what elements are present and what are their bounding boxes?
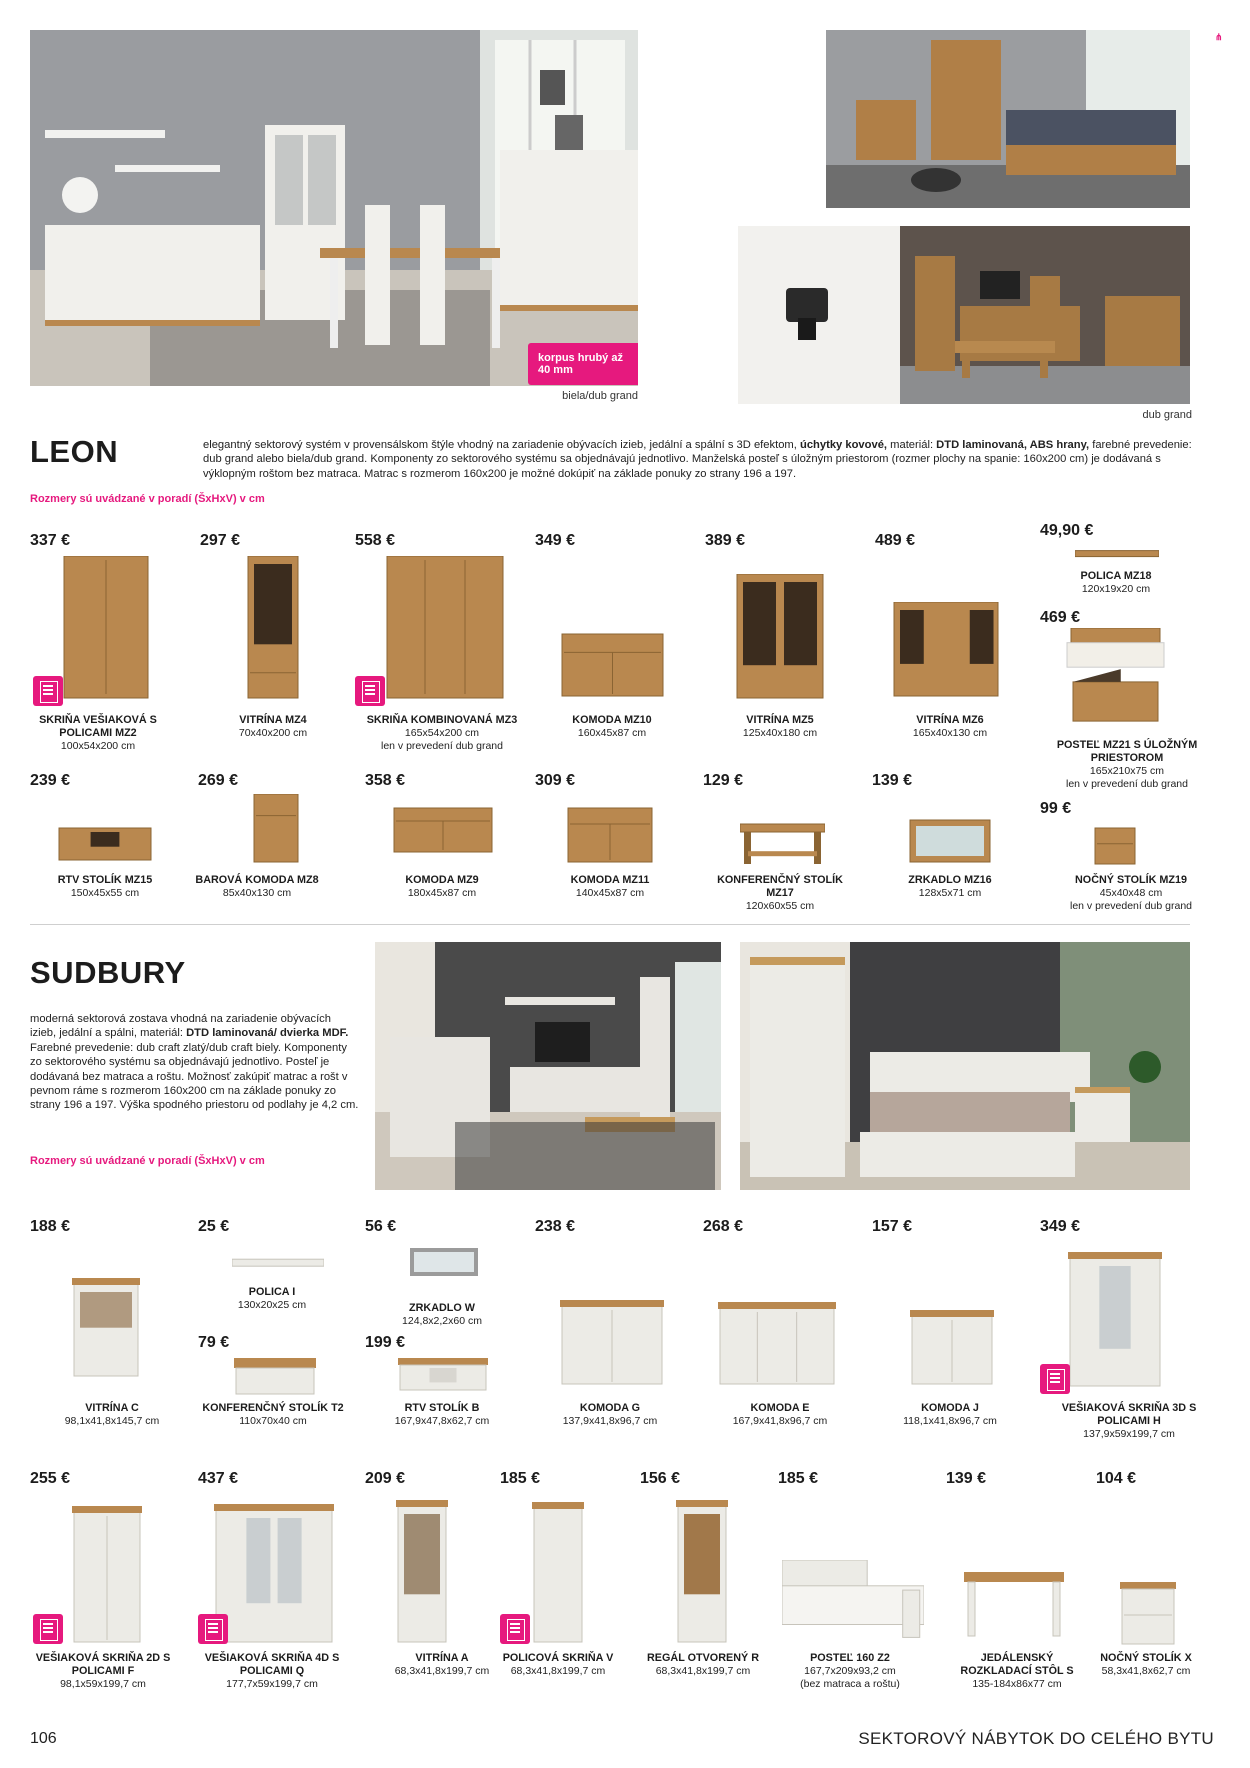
product-image [398, 1358, 488, 1394]
leon-oak-caption: dub grand [1142, 409, 1192, 421]
wardrobe-interior-icon [355, 676, 385, 706]
product-info [195, 874, 318, 900]
product-dimensions: 70x40x200 cm [238, 727, 308, 739]
product-price: 269 € [198, 772, 239, 789]
sudbury-description: moderná sektorová zostava vhodná na zariadenie obývacích izieb, jedální a spálni, materiál: DTD laminovaná/ dvierka MDF. Farebné prevedenie: dub craft zlatý/dub craft biely. Komponenty zo sektorového systému sa objednávajú jednotlivo. Posteľ je dodávaná bez matraca a roštu. Možnosť zakúpiť matrac a rošt v pevnom ráme s rozmerom 160x200 cm na základe ponuky zo strany 196 a 197. Výška spodného priestoru od podlahy je 4,2 cm. [30, 1013, 359, 1112]
product-image [740, 820, 825, 868]
product-info [960, 1652, 1073, 1691]
product-info [1100, 1652, 1192, 1678]
product-image [252, 794, 300, 866]
product-image [1063, 628, 1168, 726]
product-dimensions: 150x45x55 cm [70, 887, 140, 899]
product-name: KOMODA MZ11 [570, 874, 650, 886]
product-name: KOMODA G [579, 1402, 641, 1414]
product-image [57, 822, 153, 864]
product-name-line2: POLICAMI F [71, 1665, 135, 1677]
brand-mark-icon: ⋔ [1215, 32, 1223, 42]
leon-title: LEON [30, 434, 119, 469]
product-price: 129 € [703, 772, 744, 789]
product-info [405, 874, 478, 900]
product-image [72, 1506, 142, 1646]
product-info [1057, 739, 1197, 791]
product-info [36, 1652, 171, 1691]
product-info [239, 714, 307, 740]
product-dimensions: 135-184x86x77 cm [972, 1678, 1062, 1690]
product-price: 255 € [30, 1470, 71, 1487]
product-name: RTV STOLÍK MZ15 [57, 874, 153, 886]
product-info [1070, 874, 1192, 913]
wardrobe-interior-icon [1040, 1364, 1070, 1394]
product-image [718, 1302, 836, 1388]
product-price: 239 € [30, 772, 71, 789]
product-info [647, 1652, 759, 1678]
product-image [1068, 1252, 1162, 1390]
product-image [532, 1502, 584, 1646]
product-info [908, 874, 991, 900]
product-image [560, 1300, 664, 1388]
product-image [385, 556, 505, 702]
product-image [234, 1358, 316, 1398]
product-dimensions: 120x60x55 cm [745, 900, 815, 912]
product-info [717, 874, 843, 913]
product-price: 104 € [1096, 1470, 1137, 1487]
product-name: VITRÍNA A [415, 1652, 469, 1664]
product-name: KOMODA E [750, 1402, 810, 1414]
product-name-line2: POLICAMI H [1097, 1415, 1161, 1427]
product-name: POLICA I [248, 1286, 296, 1298]
product-price: 389 € [705, 532, 746, 549]
product-dimensions: 110x70x40 cm [239, 1415, 307, 1427]
product-price: 49,90 € [1040, 522, 1094, 539]
product-note: (bez matraca a roštu) [800, 1678, 900, 1690]
sudbury-living-photo [375, 942, 721, 1190]
product-price: 489 € [875, 532, 916, 549]
product-dimensions: 98,1x41,8x145,7 cm [64, 1415, 160, 1427]
product-dimensions: 98,1x59x199,7 cm [60, 1678, 146, 1690]
product-info [202, 1402, 343, 1428]
sudbury-dims-note: Rozmery sú uvádzané v poradí (ŠxHxV) v cm [30, 1155, 265, 1167]
product-dimensions: 124,8x2,2x60 cm [402, 1315, 482, 1327]
product-image [246, 556, 300, 702]
product-name: VEŠIAKOVÁ SKRIŇA 4D S [204, 1652, 340, 1664]
product-dimensions: 165x54x200 cm [404, 727, 480, 739]
product-price: 337 € [30, 532, 71, 549]
product-dimensions: 128x5x71 cm [918, 887, 982, 899]
product-price: 238 € [535, 1218, 576, 1235]
product-info [205, 1652, 340, 1691]
leon-bedroom-photo [826, 30, 1190, 208]
product-info [395, 1402, 490, 1428]
product-name: NOČNÝ STOLÍK X [1100, 1652, 1192, 1664]
product-dimensions: 165x210x75 cm [1089, 765, 1165, 777]
product-image [676, 1500, 728, 1646]
product-price: 209 € [365, 1470, 406, 1487]
product-name: KOMODA MZ10 [572, 714, 652, 726]
product-dimensions: 68,3x41,8x199,7 cm [510, 1665, 606, 1677]
product-name: ZRKADLO MZ16 [908, 874, 992, 886]
product-price: 199 € [365, 1334, 406, 1351]
product-image [910, 1310, 994, 1388]
product-dimensions: 140x45x87 cm [575, 887, 645, 899]
product-image [392, 806, 494, 856]
product-info [572, 714, 651, 740]
product-info [65, 1402, 160, 1428]
product-image [1075, 547, 1159, 559]
product-name: KONFERENČNÝ STOLÍK T2 [202, 1402, 344, 1414]
product-image [396, 1500, 448, 1646]
product-info [903, 1402, 997, 1428]
product-name: POLICA MZ18 [1080, 570, 1152, 582]
product-dimensions: 130x20x25 cm [237, 1299, 307, 1311]
product-price: 349 € [1040, 1218, 1081, 1235]
product-price: 437 € [198, 1470, 239, 1487]
product-price: 185 € [500, 1470, 541, 1487]
product-info [571, 874, 650, 900]
product-info [800, 1652, 900, 1691]
product-name: POSTEĽ MZ21 S ÚLOŽNÝM [1056, 739, 1198, 751]
product-image [560, 632, 665, 700]
product-image [1120, 1582, 1176, 1648]
sudbury-bedroom-photo [740, 942, 1190, 1190]
product-price: 156 € [640, 1470, 681, 1487]
product-image [62, 556, 150, 702]
product-dimensions: 180x45x87 cm [407, 887, 477, 899]
product-image [408, 1246, 480, 1278]
product-name-line2: POLICAMI Q [239, 1665, 305, 1677]
leon-handle-photo [738, 226, 900, 404]
product-name: VEŠIAKOVÁ SKRIŇA 2D S [35, 1652, 171, 1664]
product-price: 297 € [200, 532, 241, 549]
product-dimensions: 68,3x41,8x199,7 cm [655, 1665, 751, 1677]
product-price: 188 € [30, 1218, 71, 1235]
product-price: 309 € [535, 772, 576, 789]
product-name: VEŠIAKOVÁ SKRIŇA 3D S [1061, 1402, 1197, 1414]
product-dimensions: 58,3x41,8x62,7 cm [1101, 1665, 1191, 1677]
product-name: ZRKADLO W [409, 1302, 475, 1314]
product-dimensions: 177,7x59x199,7 cm [226, 1678, 318, 1690]
product-price: 558 € [355, 532, 396, 549]
product-dimensions: 167,9x47,8x62,7 cm [394, 1415, 490, 1427]
product-image [72, 1278, 140, 1380]
leon-description: elegantný sektorový systém v provensálskom štýle vhodný na zariadenie obývacích izieb, jedální a spální s 3D efektom, úchytky kovové, materiál: DTD laminovaná, ABS hrany, farebné prevedenie: dub grand alebo biela/dub grand. Komponenty zo sektorového systému sa objednávajú jednotlivo. Manželská posteľ s úložným priestorom (rozmer plochy na spanie: 160x200 cm) je dodávaná s výklopným roštom bez matraca. Matrac s rozmerom 160x200 je možné dokúpiť na základe ponuky zo strany 196 a 197. [203, 439, 1192, 480]
product-dimensions: 68,3x41,8x199,7 cm [394, 1665, 490, 1677]
product-name: RTV STOLÍK B [404, 1402, 480, 1414]
product-dimensions: 137,9x41,8x96,7 cm [562, 1415, 658, 1427]
product-dimensions: 165x40x130 cm [912, 727, 988, 739]
product-name: VITRÍNA MZ5 [746, 714, 814, 726]
product-dimensions: 125x40x180 cm [742, 727, 818, 739]
product-image [232, 1255, 324, 1269]
product-image [735, 574, 825, 702]
product-name-line2: ROZKLADACÍ STÔL S [960, 1665, 1074, 1677]
product-price: 25 € [198, 1218, 230, 1235]
product-name: BAROVÁ KOMODA MZ8 [195, 874, 319, 886]
product-price: 185 € [778, 1470, 819, 1487]
product-name: VITRÍNA MZ4 [239, 714, 307, 726]
product-info [913, 714, 987, 740]
leon-thickness-tag: korpus hrubý až 40 mm [528, 343, 638, 385]
product-info [58, 874, 153, 900]
product-image [214, 1504, 334, 1646]
product-image [964, 1572, 1064, 1638]
product-name: VITRÍNA MZ6 [916, 714, 984, 726]
product-note: len v prevedení dub grand [380, 740, 503, 752]
product-dimensions: 100x54x200 cm [60, 740, 136, 752]
product-dimensions: 85x40x130 cm [222, 887, 292, 899]
product-info [367, 714, 518, 753]
product-note: len v prevedení dub grand [1069, 900, 1193, 912]
product-name: REGÁL OTVORENÝ R [647, 1652, 759, 1664]
leon-living-photo [900, 226, 1190, 404]
section-title: SEKTOROVÝ NÁBYTOK DO CELÉHO BYTU [858, 1729, 1214, 1748]
product-price: 139 € [946, 1470, 987, 1487]
leon-white-caption: biela/dub grand [562, 390, 638, 402]
wardrobe-interior-icon [500, 1614, 530, 1644]
product-name: NOČNÝ STOLÍK MZ19 [1075, 874, 1187, 886]
product-price: 56 € [365, 1218, 397, 1235]
product-name-line2: POLICAMI MZ2 [59, 727, 137, 739]
product-dimensions: 45x40x48 cm [1099, 887, 1163, 899]
product-dimensions: 167,7x209x93,2 cm [804, 1665, 896, 1677]
product-name: KOMODA MZ9 [405, 874, 479, 886]
product-image [1093, 824, 1137, 868]
product-price: 139 € [872, 772, 913, 789]
product-name-line2: MZ17 [766, 887, 794, 899]
product-info [238, 1286, 306, 1312]
product-price: 358 € [365, 772, 406, 789]
sudbury-title: SUDBURY [30, 955, 186, 990]
product-image [782, 1560, 924, 1646]
product-price: 79 € [198, 1334, 230, 1351]
product-name: SKRIŇA KOMBINOVANÁ MZ3 [366, 714, 518, 726]
wardrobe-interior-icon [198, 1614, 228, 1644]
product-image [908, 818, 992, 866]
leon-dining-photo [30, 30, 638, 386]
product-info [39, 714, 157, 753]
page-number: 106 [30, 1730, 57, 1747]
product-name-line2: PRIESTOROM [1090, 752, 1164, 764]
product-image [892, 602, 1000, 700]
product-price: 99 € [1040, 800, 1072, 817]
product-dimensions: 137,9x59x199,7 cm [1083, 1428, 1175, 1440]
product-info [743, 714, 817, 740]
product-dimensions: 160x45x87 cm [577, 727, 647, 739]
product-name: POSTEĽ 160 Z2 [810, 1652, 890, 1664]
product-price: 349 € [535, 532, 576, 549]
leon-dims-note: Rozmery sú uvádzané v poradí (ŠxHxV) v cm [30, 493, 265, 505]
product-info [1062, 1402, 1197, 1441]
product-name: KOMODA J [921, 1402, 979, 1414]
wardrobe-interior-icon [33, 1614, 63, 1644]
product-info [1081, 570, 1152, 596]
product-name: POLICOVÁ SKRIŇA V [502, 1652, 614, 1664]
wardrobe-interior-icon [33, 676, 63, 706]
product-info [503, 1652, 614, 1678]
product-info [402, 1302, 482, 1328]
product-name: SKRIŇA VEŠIAKOVÁ S [39, 714, 157, 726]
product-dimensions: 167,9x41,8x96,7 cm [732, 1415, 828, 1427]
product-info [563, 1402, 658, 1428]
product-name: JEDÁLENSKÝ [980, 1652, 1054, 1664]
product-info [733, 1402, 828, 1428]
product-dimensions: 118,1x41,8x96,7 cm [903, 1415, 997, 1427]
product-name: KONFERENČNÝ STOLÍK [717, 874, 843, 886]
product-note: len v prevedení dub grand [1065, 778, 1188, 790]
product-image [566, 806, 654, 866]
product-price: 157 € [872, 1218, 913, 1235]
product-price: 469 € [1040, 609, 1081, 626]
product-info [395, 1652, 490, 1678]
product-dimensions: 120x19x20 cm [1081, 583, 1151, 595]
product-name: VITRÍNA C [85, 1402, 139, 1414]
product-price: 268 € [703, 1218, 744, 1235]
